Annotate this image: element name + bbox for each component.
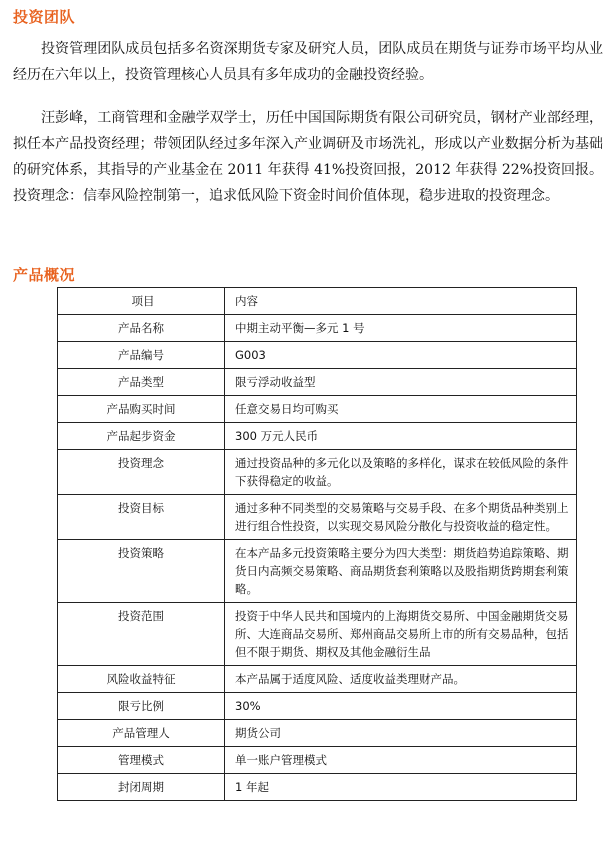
table-row bbox=[58, 423, 577, 450]
row-key: 产品起步资金 bbox=[58, 423, 225, 450]
row-value: 通过投资品种的多元化以及策略的多样化，谋求在较低风险的条件下获得稳定的收益。 bbox=[225, 450, 577, 495]
team-section-title: 投资团队 bbox=[13, 8, 76, 26]
row-key: 产品管理人 bbox=[58, 720, 225, 747]
product-overview-table bbox=[57, 287, 577, 801]
table-row bbox=[58, 396, 577, 423]
row-key: 产品编号 bbox=[58, 342, 225, 369]
table-row bbox=[58, 774, 577, 801]
table-row bbox=[58, 720, 577, 747]
row-key: 风险收益特征 bbox=[58, 666, 225, 693]
table-header-row bbox=[58, 288, 577, 315]
table-row bbox=[58, 603, 577, 666]
table-row bbox=[58, 342, 577, 369]
row-value: 300 万元人民币 bbox=[225, 423, 577, 450]
row-value: 单一账户管理模式 bbox=[225, 747, 577, 774]
row-value: 30% bbox=[225, 693, 577, 720]
table-row bbox=[58, 450, 577, 495]
row-value: 本产品属于适度风险、适度收益类理财产品。 bbox=[225, 666, 577, 693]
table-row bbox=[58, 495, 577, 540]
row-value: 通过多种不同类型的交易策略与交易手段、在多个期货品种类别上进行组合性投资，以实现交易风险分散化与投资收益的稳定性。 bbox=[225, 495, 577, 540]
row-value: G003 bbox=[225, 342, 577, 369]
row-key: 产品名称 bbox=[58, 315, 225, 342]
row-key: 管理模式 bbox=[58, 747, 225, 774]
row-key: 投资理念 bbox=[58, 450, 225, 495]
team-intro-paragraph: 投资管理团队成员包括多名资深期货专家及研究人员，团队成员在期货与证券市场平均从业经历在六年以上，投资管理核心人员具有多年成功的金融投资经验。 bbox=[13, 41, 603, 83]
row-key: 投资策略 bbox=[58, 540, 225, 603]
row-value: 期货公司 bbox=[225, 720, 577, 747]
row-value: 任意交易日均可购买 bbox=[225, 396, 577, 423]
row-value: 1 年起 bbox=[225, 774, 577, 801]
table-row bbox=[58, 540, 577, 603]
manager-bio-paragraph: 汪彭峰，工商管理和金融学双学士，历任中国国际期货有限公司研究员，钢材产业部经理，拟任本产品投资经理；带领团队经过多年深入产业调研及市场洗礼，形成以产业数据分析为基础的研究体系，其指导的产业基金在 2011 年获得 41%投资回报，2012 年获得 22%投资回报。投资理念：信奉风险控制第一，追求低风险下资金时间价值体现，稳步进取的投资理念。 bbox=[13, 110, 603, 204]
row-value: 投资于中华人民共和国境内的上海期货交易所、中国金融期货交易所、大连商品交易所、郑州商品交易所上市的所有交易品种，包括但不限于期货、期权及其他金融衍生品 bbox=[225, 603, 577, 666]
row-key: 产品购买时间 bbox=[58, 396, 225, 423]
table-row bbox=[58, 369, 577, 396]
overview-section-title: 产品概况 bbox=[13, 266, 76, 284]
row-key: 封闭周期 bbox=[58, 774, 225, 801]
table-row bbox=[58, 315, 577, 342]
header-key: 项目 bbox=[58, 288, 225, 315]
table-row bbox=[58, 747, 577, 774]
table-row bbox=[58, 666, 577, 693]
row-key: 投资范围 bbox=[58, 603, 225, 666]
row-value: 在本产品多元投资策略主要分为四大类型：期货趋势追踪策略、期货日内高频交易策略、商品期货套利策略以及股指期货跨期套利策略。 bbox=[225, 540, 577, 603]
row-value: 中期主动平衡—多元 1 号 bbox=[225, 315, 577, 342]
row-key: 产品类型 bbox=[58, 369, 225, 396]
table-row bbox=[58, 693, 577, 720]
header-value: 内容 bbox=[225, 288, 577, 315]
row-value: 限亏浮动收益型 bbox=[225, 369, 577, 396]
row-key: 投资目标 bbox=[58, 495, 225, 540]
row-key: 限亏比例 bbox=[58, 693, 225, 720]
